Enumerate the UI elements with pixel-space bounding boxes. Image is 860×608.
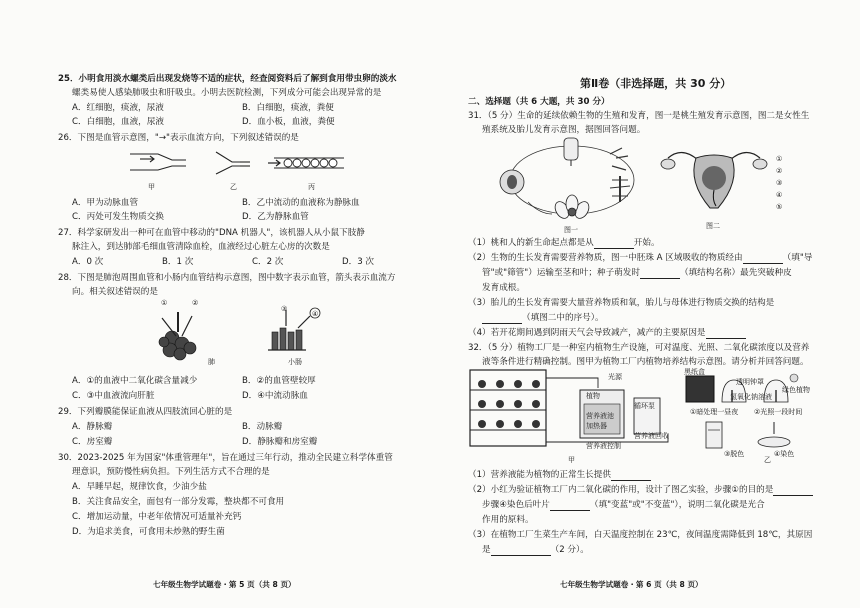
q32-p2a-text: （2）小红为验证植物工厂内二氧化碳的作用，设计了图乙实验，步骤①的目的是 (468, 485, 774, 495)
q28-label-intestine: 小肠 (288, 358, 302, 366)
q29-option-c: C．房室瓣 (72, 437, 113, 447)
q28-option-b: B．②的血管壁较厚 (242, 376, 316, 386)
q31-p3-blank[interactable] (482, 315, 522, 324)
q32-p3c-text: （2 分）。 (550, 545, 589, 555)
q31-p3b-text: （填图二中的序号）。 (522, 313, 604, 323)
q31-p2d-text: （填结构名称）最先突破种皮 (679, 268, 792, 278)
q31-part-3a: （3）胎儿的生长发育需要大量营养物质和氧，胎儿与母体进行物质交换的结构是 (468, 298, 775, 308)
q31-part-2c: 发育成根。 (482, 283, 525, 293)
q28-option-d: D．④中流动脉血 (242, 391, 308, 401)
yi-step-1: ①暗处理一昼夜 (690, 408, 739, 416)
q29-stem: 29．下列瓣膜能保证血液从四肢流回心脏的是 (58, 407, 233, 417)
jia-label-recovery: 营养液回收 (634, 432, 669, 440)
yi-label-bell-jar: 透明钟罩 (736, 378, 764, 386)
jia-label-light: 光源 (608, 373, 622, 381)
q31-part-1 (468, 238, 660, 249)
q31-p2-blank-2[interactable] (640, 270, 680, 279)
q32-part-2b (482, 500, 765, 511)
jia-label-control: 营养液控制 (586, 442, 621, 450)
section-2-heading: 二、选择题（共 6 大题，共 30 分） (468, 97, 610, 107)
q28-label-lung: 肺 (208, 358, 215, 366)
q32-part-2a (468, 485, 813, 496)
fig2-label-4: ④ (776, 191, 783, 199)
jia-label-heater: 加热器 (586, 422, 607, 430)
q32-part-1 (468, 470, 651, 481)
q25-stem-2: 螺类易使人感染肺吸虫和肝吸虫。小明去医院检测，下列成分可能会出现异常的是 (72, 88, 382, 98)
q30-stem-1: 30．2023-2025 年为国家"体重管理年"，旨在通过三年行动，推动全民建立科学体重管 (58, 453, 393, 463)
q31-p2-blank-1[interactable] (743, 255, 783, 264)
q32-p1-text: （1）营养液能为植物的正常生长提供 (468, 470, 611, 480)
q32-p2-blank-1[interactable] (773, 487, 813, 496)
q32-stem-2: 液等条件进行精确控制。图甲为植物工厂内植物培养结构示意图。请分析并回答问题。 (482, 357, 809, 367)
yi-step-2: ②光照一段时间 (754, 408, 803, 416)
left-page (58, 0, 423, 608)
figure-jia-caption: 甲 (568, 456, 575, 464)
blood-vessel-figure (128, 148, 358, 180)
q28-option-c: C．③中血液流向肝脏 (72, 391, 155, 401)
fig2-label-1: ① (776, 155, 783, 163)
q31-p4-blank[interactable] (706, 330, 746, 339)
q29-option-d: D．静脉瓣和房室瓣 (242, 437, 318, 447)
q30-option-d: D．为追求美食，可食用未炒熟的野生菌 (72, 527, 225, 537)
q31-part-2b (482, 268, 792, 279)
q27-option-b: B．1 次 (162, 257, 194, 267)
q28-option-a: A．①的血液中二氧化碳含量减少 (72, 376, 198, 386)
q32-part-2c: 作用的原料。 (482, 515, 534, 525)
q29-option-a: A．静脉瓣 (72, 422, 113, 432)
q32-p3b-text: 是 (482, 545, 491, 555)
q28-number-4: ④ (312, 310, 319, 318)
fig2-label-3: ③ (776, 179, 783, 187)
q30-option-c: C．增加运动量，中老年依情况可适量补充钙 (72, 512, 242, 522)
q29-option-b: B．动脉瓣 (242, 422, 283, 432)
yi-step-4: ④染色 (774, 450, 795, 458)
q32-part-3a: （3）在植物工厂生菜生产车间，白天温度控制在 23℃，夜间温度需降低到 18℃，其原因 (468, 530, 813, 540)
q25-option-c: C．白细胞，血液，尿液 (72, 117, 164, 127)
q25-option-b: B．白细胞，痰液，粪便 (242, 103, 334, 113)
q32-p2b-text: 步骤④染色后叶片 (482, 500, 550, 510)
q25-option-d: D．血小板，血液，粪便 (242, 117, 335, 127)
figure-one-caption: 图一 (564, 226, 578, 234)
q30-option-a: A．早睡早起，规律饮食，少油少盐 (72, 482, 207, 492)
q32-stem-1: 32．（5 分）植物工厂是一种室内植物生产设施，可对温度、光照、二氧化碳浓度以及营养 (468, 343, 810, 353)
q31-stem-2: 殖系统及胎儿发育示意图，据图回答问题。 (482, 125, 646, 135)
alveoli-intestine-figure (150, 298, 330, 366)
jia-label-pump: 循环泵 (634, 402, 655, 410)
female-reproductive-figure (654, 142, 774, 220)
left-footer: 七年级生物学试题卷・第 5 页（共 8 页） (153, 580, 296, 589)
jia-label-plant: 植物 (586, 392, 600, 400)
yi-label-plant: 绿色植物 (782, 386, 810, 394)
peach-lifecycle-figure (492, 136, 652, 224)
q26-option-d: D．乙为静脉血管 (242, 212, 309, 222)
q31-part-2a (468, 253, 812, 264)
yi-label-naoh: 氢氧化钠溶液 (730, 393, 772, 401)
fig2-label-2: ② (776, 167, 783, 175)
q25-option-a: A．红细胞，痰液，尿液 (72, 103, 164, 113)
q31-part-3b (482, 313, 604, 324)
q27-stem-1: 27．科学家研发出一种可在血管中移动的"DNA 机器人"，该机器人从小鼠下肢静 (58, 228, 365, 238)
q27-option-c: C．2 次 (252, 257, 284, 267)
q26-option-a: A．甲为动脉血管 (72, 198, 139, 208)
q32-p3-blank[interactable] (491, 547, 551, 556)
q26-label-jia: 甲 (148, 183, 155, 191)
q26-label-yi: 乙 (230, 183, 237, 191)
right-footer: 七年级生物学试题卷・第 6 页（共 8 页） (560, 580, 703, 589)
q31-p1-blank[interactable] (594, 240, 634, 249)
q32-part-3b (482, 545, 589, 556)
jia-label-tank: 营养液池 (586, 412, 614, 420)
q32-p2-blank-2[interactable] (550, 502, 590, 511)
q30-stem-2: 理意识，预防慢性病负担。下列生活方式不合理的是 (72, 467, 270, 477)
section-title: 第Ⅱ卷（非选择题，共 30 分） (580, 77, 732, 90)
q26-option-b: B．乙中流动的血液称为静脉血 (242, 198, 360, 208)
q30-option-b: B．关注食品安全，面包有一部分发霉，整块都不可食用 (72, 497, 285, 507)
q28-number-2: ② (192, 299, 199, 307)
q31-part-4 (468, 328, 746, 339)
q28-number-1: ① (161, 299, 168, 307)
q25-stem-1: 25．小明食用淡水螺类后出现发烧等不适的症状，经查阅资料后了解到食用带虫卵的淡水 (58, 74, 397, 84)
fig2-label-5: ⑤ (776, 203, 783, 211)
q27-stem-2: 脉注入，到达肺部毛细血管清除血栓，血液经过心脏左心房的次数是 (72, 242, 330, 252)
q31-p2c-text: 管"或"筛管"）运输至茎和叶；种子萌发时 (482, 268, 640, 278)
q31-p4-text: （4）若开花期间遇到阴雨天气会导致减产，减产的主要原因是 (468, 328, 706, 338)
q26-label-bing: 丙 (308, 183, 315, 191)
q28-stem-1: 28．下图是肺泡周围血管和小肠内血管结构示意图，图中数字表示血管，箭头表示血流方 (58, 273, 396, 283)
q28-number-3: ③ (281, 305, 288, 313)
figure-yi-caption: 乙 (764, 456, 771, 464)
q31-p2-note: （填"导 (782, 253, 813, 263)
q27-option-a: A．0 次 (72, 257, 104, 267)
yi-step-3: ③脱色 (724, 450, 745, 458)
q26-option-c: C．丙处可发生物质交换 (72, 212, 164, 222)
q31-p2-text: （2）生物的生长发育需要营养物质，图一中胚珠 A 区域吸收的物质经由 (468, 253, 743, 263)
q26-stem: 26．下图是血管示意图，"→"表示血流方向，下列叙述错误的是 (58, 133, 299, 143)
q31-p1-text: （1）桃和人的新生命起点都是从 (468, 238, 594, 248)
q31-p1-end: 开始。 (633, 238, 660, 248)
q27-option-d: D．3 次 (342, 257, 375, 267)
yi-label-box: 黑纸盒 (684, 368, 705, 376)
q31-stem-1: 31．（5 分）生命的延续依赖生物的生殖和发育，图一是桃生殖发育示意图，图二是女性生 (468, 111, 810, 121)
figure-two-caption: 图二 (706, 222, 720, 230)
right-page (468, 0, 813, 608)
q28-stem-2: 向。相关叙述错误的是 (72, 287, 158, 297)
q32-p1-blank[interactable] (611, 472, 651, 481)
q32-p2c-text: （填"变蓝"或"不变蓝"），说明二氧化碳是光合 (589, 500, 765, 510)
